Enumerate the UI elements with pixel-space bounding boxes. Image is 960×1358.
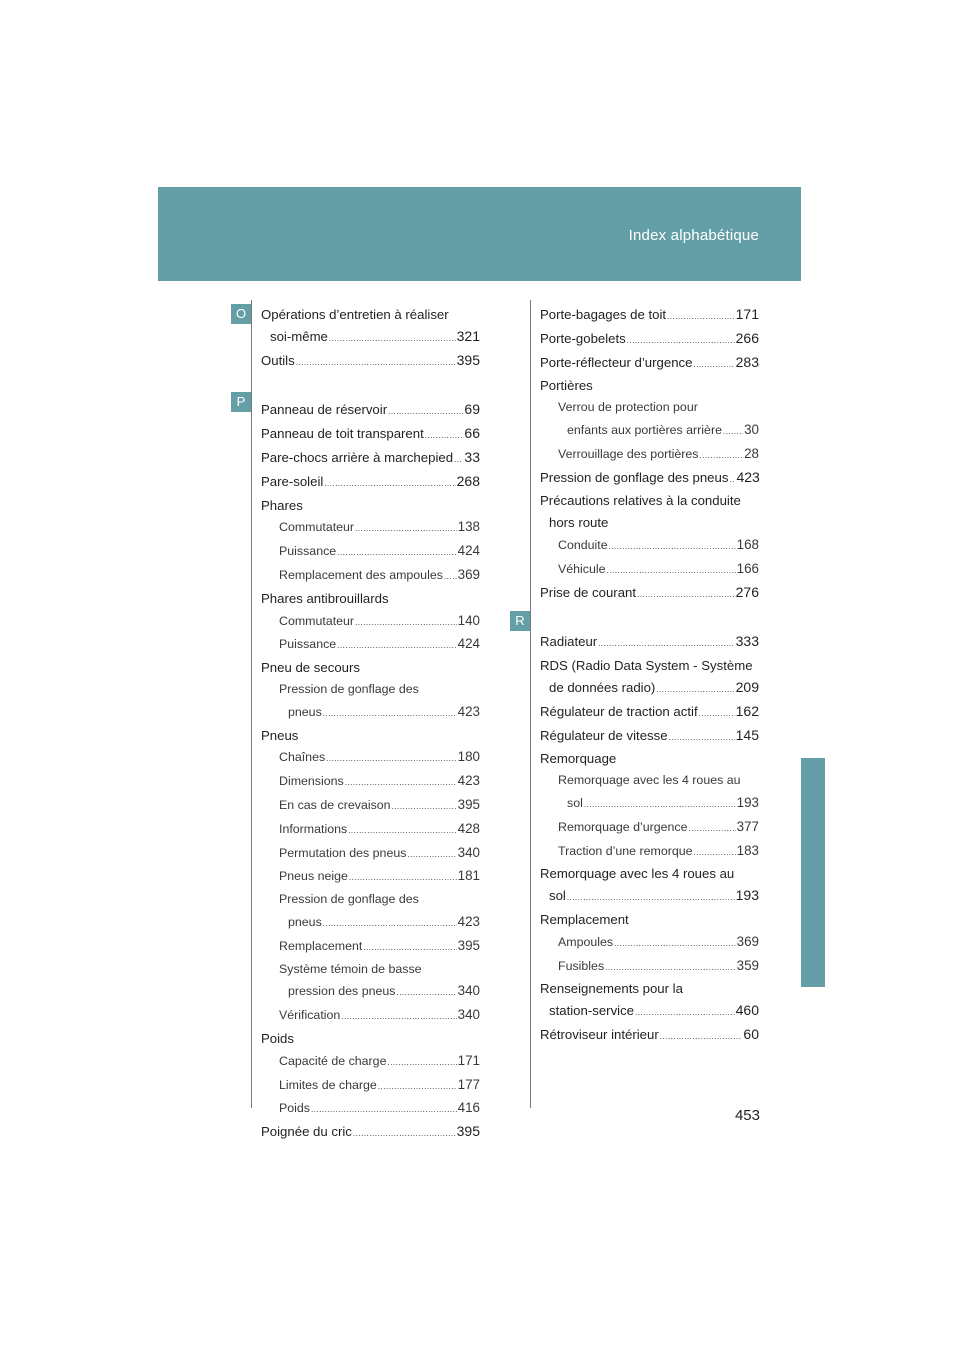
index-entry[interactable]: Pression de gonflage des pneus ..... 423 (540, 467, 759, 491)
left-column-rule (251, 300, 252, 1108)
index-entry[interactable]: station-service ..... 460 (540, 1000, 759, 1024)
page-title: Index alphabétique (628, 227, 759, 244)
index-column-left (261, 304, 480, 1145)
index-entry[interactable]: soi-même ..... 321 (261, 326, 480, 350)
index-entry[interactable]: Remorquage avec les 4 roues au (540, 866, 735, 882)
index-entry[interactable]: Précautions relatives à la conduite (540, 493, 741, 509)
index-column-right (540, 304, 759, 1048)
index-subentry[interactable]: Remorquage avec les 4 roues au (558, 773, 741, 788)
index-entry[interactable]: de données radio) ..... 209 (540, 677, 759, 701)
index-subentry[interactable]: Remplacement des ampoules ..... 369 (261, 564, 480, 588)
index-entry[interactable]: Opérations d’entretien à réaliser (261, 307, 449, 322)
index-entry[interactable]: Panneau de réservoir ..... 69 (261, 399, 480, 423)
index-entry[interactable]: Régulateur de vitesse ..... 145 (540, 725, 759, 749)
section-letter-r: R (510, 611, 530, 631)
section-letter-p: P (231, 392, 251, 412)
right-column-rule (530, 300, 531, 1108)
index-entry[interactable]: Régulateur de traction actif ..... 162 (540, 701, 759, 725)
index-entry[interactable]: Radiateur ..... 333 (540, 631, 759, 655)
index-entry[interactable]: Pneu de secours (261, 660, 360, 676)
index-subentry[interactable]: En cas de crevaison ..... 395 (261, 794, 480, 818)
index-entry[interactable]: Phares antibrouillards (261, 590, 389, 606)
index-subentry[interactable]: Informations ..... 428 (261, 818, 480, 842)
index-entry[interactable]: Remorquage (540, 751, 617, 767)
index-entry[interactable]: Phares (261, 497, 303, 513)
index-subentry[interactable]: Fusibles ..... 359 (540, 955, 759, 979)
index-subentry[interactable]: pression des pneus ..... 340 (261, 980, 480, 1004)
index-subentry[interactable]: Verrou de protection pour (558, 400, 698, 415)
index-entry[interactable]: Porte-gobelets ..... 266 (540, 328, 759, 352)
index-entry[interactable]: sol ..... 193 (540, 885, 759, 909)
index-entry[interactable]: Portières (540, 378, 593, 394)
index-subentry[interactable]: Remorquage d’urgence ..... 377 (540, 816, 759, 840)
page-number: 453 (734, 1107, 760, 1124)
index-subentry[interactable]: Dimensions ..... 423 (261, 770, 480, 794)
index-subentry[interactable]: Pression de gonflage des (279, 681, 419, 696)
index-entry[interactable]: Porte-réflecteur d’urgence ..... 283 (540, 352, 759, 376)
index-subentry[interactable]: Pression de gonflage des (279, 892, 419, 907)
index-entry[interactable]: Pare-chocs arrière à marchepied ..... 33 (261, 447, 480, 471)
index-subentry[interactable]: Capacité de charge ..... 171 (261, 1050, 480, 1074)
index-entry[interactable]: Poignée du cric ..... 395 (261, 1121, 480, 1145)
index-entry[interactable]: RDS (Radio Data System - Système (540, 658, 753, 674)
index-subentry[interactable]: Commutateur ..... 138 (261, 516, 480, 540)
index-entry[interactable]: Prise de courant ..... 276 (540, 582, 759, 606)
index-subentry[interactable]: Verrouillage des portières ..... 28 (540, 443, 759, 467)
index-subentry[interactable]: Remplacement ..... 395 (261, 935, 480, 959)
header-band (158, 187, 801, 281)
index-subentry[interactable]: Vérification ..... 340 (261, 1004, 480, 1028)
index-subentry[interactable]: Conduite ..... 168 (540, 534, 759, 558)
index-subentry[interactable]: Pneus neige ..... 181 (261, 865, 480, 889)
index-subentry[interactable]: Poids ..... 416 (261, 1097, 480, 1121)
index-subentry[interactable]: Limites de charge ..... 177 (261, 1074, 480, 1098)
index-subentry[interactable]: Chaînes ..... 180 (261, 746, 480, 770)
index-subentry[interactable]: enfants aux portières arrière ..... 30 (540, 419, 759, 443)
index-subentry[interactable]: Système témoin de basse (279, 961, 422, 976)
index-subentry[interactable]: Permutation des pneus ..... 340 (261, 842, 480, 866)
index-subentry[interactable]: sol ..... 193 (540, 792, 759, 816)
index-subentry[interactable]: Véhicule ..... 166 (540, 558, 759, 582)
index-subentry[interactable]: Puissance ..... 424 (261, 540, 480, 564)
index-entry[interactable]: Pare-soleil ..... 268 (261, 471, 480, 495)
index-subentry[interactable]: Commutateur ..... 140 (261, 610, 480, 634)
index-entry[interactable]: Poids (261, 1030, 294, 1046)
index-entry[interactable]: Remplacement (540, 911, 629, 927)
index-entry[interactable]: hors route (549, 515, 609, 531)
index-entry[interactable]: Rétroviseur intérieur ..... 60 (540, 1024, 759, 1048)
index-entry[interactable]: Renseignements pour la (540, 981, 683, 997)
index-entry[interactable]: Outils ..... 395 (261, 350, 480, 374)
index-subentry[interactable]: Traction d’une remorque ..... 183 (540, 840, 759, 864)
index-subentry[interactable]: pneus ..... 423 (261, 911, 480, 935)
index-entry[interactable]: Porte-bagages de toit ..... 171 (540, 304, 759, 328)
index-subentry[interactable]: pneus ..... 423 (261, 701, 480, 725)
section-letter-o: O (231, 304, 251, 324)
index-subentry[interactable]: Puissance ..... 424 (261, 633, 480, 657)
index-entry[interactable]: Panneau de toit transparent ..... 66 (261, 423, 480, 447)
section-side-tab (801, 758, 825, 987)
index-subentry[interactable]: Ampoules ..... 369 (540, 931, 759, 955)
index-entry[interactable]: Pneus (261, 727, 299, 743)
